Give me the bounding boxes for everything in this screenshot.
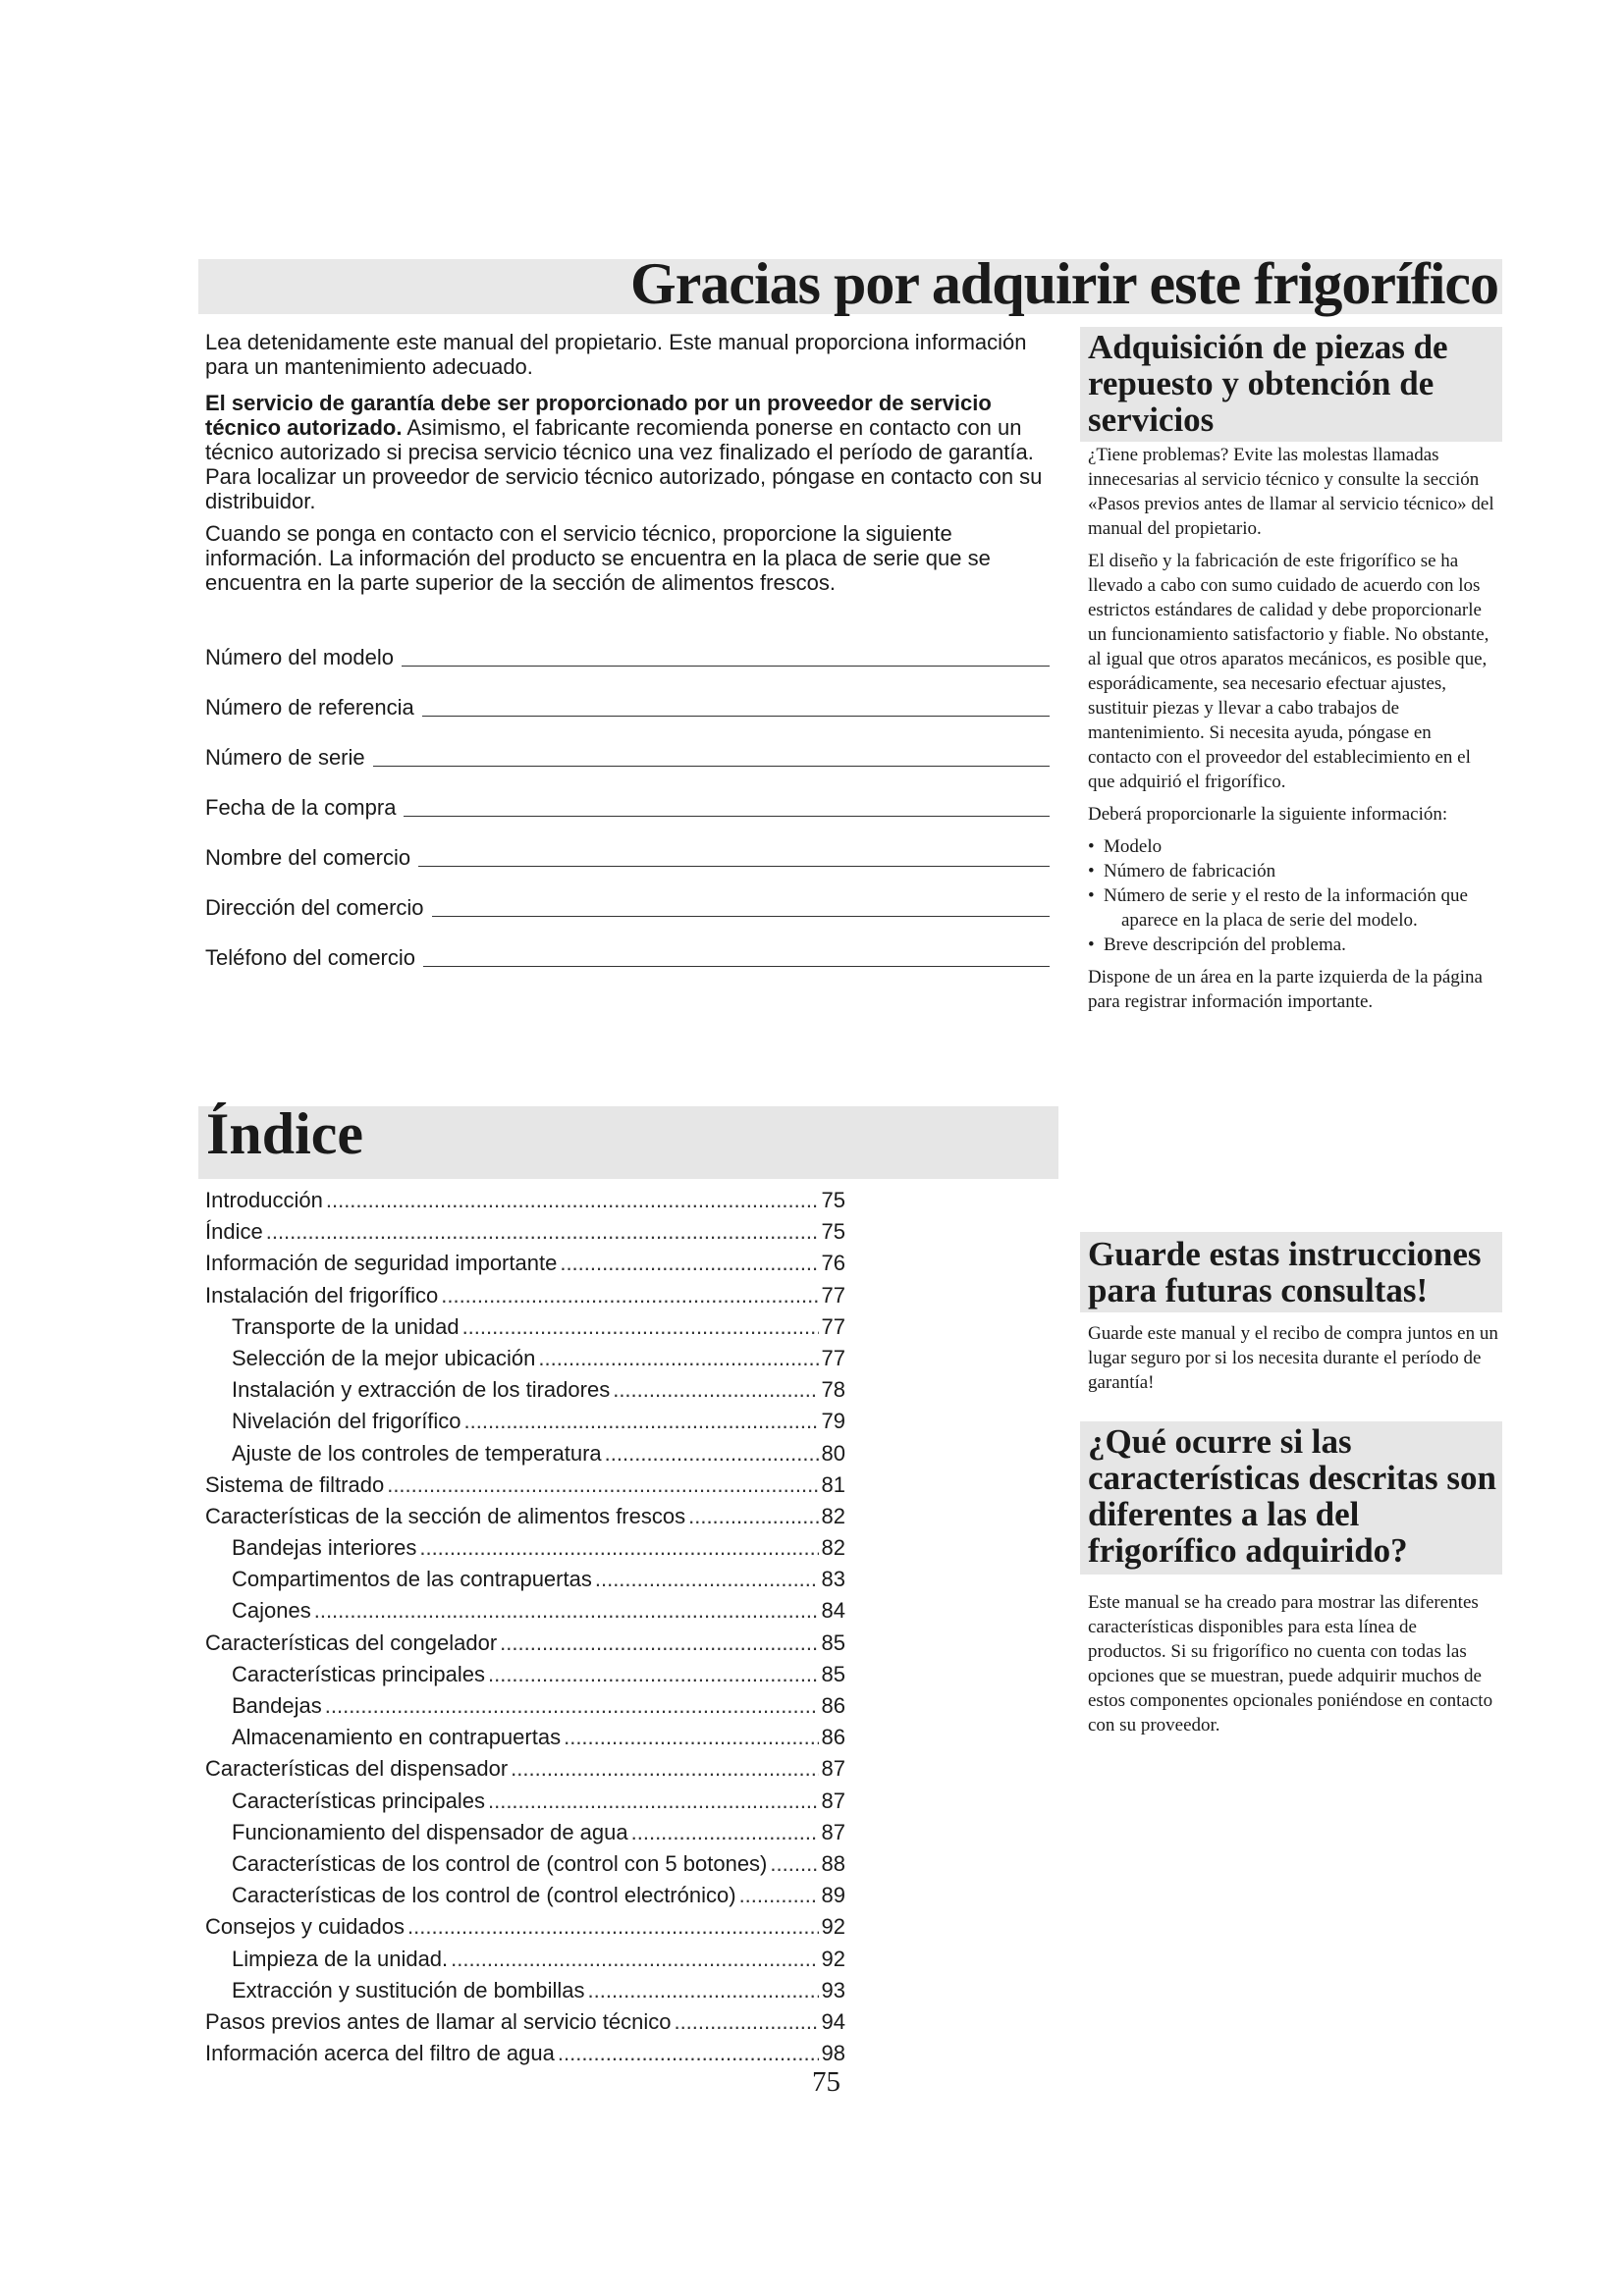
warranty-paragraph [205,391,1052,513]
toc-entry-page: 94 [821,2008,845,2034]
toc-entry [205,1343,845,1374]
toc-entry-title: Características de los control de (control con 5 botones) [232,1850,768,1876]
form-row-purchase-date [205,771,1050,821]
toc-entry-page: 87 [821,1756,845,1782]
table-of-contents [205,1185,845,2069]
toc-entry [205,1501,845,1532]
toc-entry [205,1975,845,2006]
toc-entry-page: 85 [821,1629,845,1655]
toc-leader-dots [314,1595,819,1627]
save-body [1088,1321,1498,1403]
toc-leader-dots [511,1753,818,1785]
form-blank-line [422,696,1050,717]
toc-entry [205,1817,845,1848]
toc-leader-dots [560,1248,818,1279]
toc-entry [205,2038,845,2069]
toc-leader-dots [631,1817,819,1848]
form-blank-line [423,946,1050,967]
form-row-store-name [205,821,1050,871]
toc-entry [205,1438,845,1469]
toc-leader-dots [488,1786,819,1817]
toc-leader-dots [419,1532,818,1564]
index-band [198,1101,1058,1179]
toc-entry [205,1374,845,1406]
toc-entry [205,1280,845,1311]
toc-entry-title: Características principales [232,1661,485,1686]
save-paragraph: Guarde este manual y el recibo de compra juntos en un lugar seguro por si los necesita durante el período de garantía! [1088,1323,1498,1393]
toc-entry-title: Características del dispensador [205,1756,509,1782]
toc-entry-title: Sistema de filtrado [205,1471,385,1497]
toc-leader-dots [500,1628,818,1659]
form-row-reference [205,670,1050,721]
toc-entry [205,1216,845,1248]
save-heading-band [1080,1232,1502,1312]
toc-entry-page: 89 [821,1883,845,1908]
toc-entry [205,1311,845,1343]
toc-leader-dots [326,1185,819,1216]
toc-leader-dots [266,1216,819,1248]
warranty-bold-text: El servicio de garantía debe ser proporcionado por un proveedor de servicio técnico autorizado. [205,391,992,440]
toc-entry-title: Pasos previos antes de llamar al servicio técnico [205,2008,672,2034]
toc-entry-title: Funcionamiento del dispensador de agua [232,1819,628,1844]
toc-entry-title: Características de los control de (control electrónico) [232,1883,736,1908]
toc-entry-page: 93 [821,1977,845,2002]
toc-leader-dots [674,2006,818,2038]
parts-info-list [1088,834,1498,957]
form-row-model [205,620,1050,670]
toc-entry [205,2006,845,2038]
toc-entry-page: 78 [821,1377,845,1403]
toc-entry-title: Almacenamiento en contrapuertas [232,1725,562,1750]
list-item: • Modelo [1088,836,1163,857]
toc-entry-page: 77 [821,1282,845,1308]
toc-entry [205,1786,845,1817]
toc-entry-title: Bandejas [232,1693,322,1718]
toc-leader-dots [613,1374,818,1406]
toc-entry-page: 77 [821,1345,845,1370]
toc-leader-dots [407,1911,819,1943]
toc-entry [205,1753,845,1785]
form-label: Dirección del comercio [205,895,424,920]
form-label: Nombre del comercio [205,845,411,870]
toc-entry [205,1944,845,1975]
form-blank-line [418,846,1050,867]
toc-leader-dots [558,2038,819,2069]
toc-entry-title: Nivelación del frigorífico [232,1409,461,1434]
toc-entry-title: Información de seguridad importante [205,1251,558,1276]
toc-leader-dots [770,1848,818,1880]
toc-entry [205,1880,845,1911]
toc-entry-page: 80 [821,1440,845,1466]
toc-entry-page: 87 [821,1819,845,1844]
index-title: Índice [206,1101,364,1166]
toc-entry [205,1564,845,1595]
toc-leader-dots [564,1722,818,1753]
toc-entry [205,1628,845,1659]
toc-entry [205,1911,845,1943]
toc-entry-title: Extracción y sustitución de bombillas [232,1977,585,2002]
save-heading: Guarde estas instrucciones para futuras consultas! [1088,1235,1482,1309]
parts-paragraph-3: Deberá proporcionarle la siguiente información: [1088,804,1448,825]
list-item: • Número de serie y el resto de la información que aparece en la placa de serie del modelo. [1088,885,1468,931]
toc-leader-dots [605,1438,819,1469]
page-title: Gracias por adquirir este frigorífico [630,251,1498,316]
toc-entry-title: Características principales [232,1788,485,1813]
toc-entry-title: Características de la sección de alimentos frescos [205,1503,686,1528]
toc-entry [205,1690,845,1722]
form-label: Teléfono del comercio [205,945,416,970]
parts-paragraph-4: Dispone de un área en la parte izquierda de la página para registrar información importante. [1088,967,1483,1012]
parts-body [1088,443,1498,1022]
record-form [205,620,1050,971]
toc-entry-page: 92 [821,1946,845,1971]
toc-leader-dots [688,1501,818,1532]
parts-heading-band [1080,327,1502,442]
toc-entry-title: Transporte de la unidad [232,1313,460,1339]
form-row-serial [205,721,1050,771]
toc-entry-page: 86 [821,1693,845,1718]
list-item: • Breve descripción del problema. [1088,934,1346,955]
toc-entry-page: 87 [821,1788,845,1813]
toc-entry-title: Ajuste de los controles de temperatura [232,1440,602,1466]
toc-leader-dots [325,1690,819,1722]
toc-entry-title: Consejos y cuidados [205,1914,406,1940]
toc-entry-page: 85 [821,1661,845,1686]
toc-entry-page: 79 [821,1409,845,1434]
toc-leader-dots [462,1311,819,1343]
toc-leader-dots [441,1280,818,1311]
toc-entry [205,1848,845,1880]
form-blank-line [373,746,1050,767]
differences-body [1088,1590,1498,1745]
toc-entry-title: Instalación y extracción de los tiradores [232,1377,611,1403]
form-blank-line [402,646,1050,667]
form-label: Número de serie [205,745,365,770]
form-blank-line [432,896,1050,917]
warranty-rest-text: Asimismo, el fabricante recomienda ponerse en contacto con un técnico autorizado si precisa servicio técnico una vez finalizado el período de garantía. Para localizar un proveedor de servicio técnico autorizado, póngase en contacto con su distribuidor. [205,415,1043,513]
differences-paragraph: Este manual se ha creado para mostrar las diferentes características disponibles para esta línea de productos. Si su frigorífico no cuenta con todas las opciones que se muestran, puede adquirir muchos de estos componentes opcionales poniéndose en contacto con su proveedor. [1088,1592,1493,1735]
toc-entry-page: 92 [821,1914,845,1940]
toc-entry [205,1248,845,1279]
differences-heading: ¿Qué ocurre si las características descritas son diferentes a las del frigorífico adquirido? [1088,1422,1496,1570]
page-number: 75 [812,2066,840,2098]
toc-entry-page: 88 [821,1850,845,1876]
contact-info-paragraph: Cuando se ponga en contacto con el servicio técnico, proporcione la siguiente información. La información del producto se encuentra en la placa de serie que se encuentra en la parte superior de la sección de alimentos frescos. [205,521,991,595]
toc-entry-title: Índice [205,1219,263,1245]
toc-entry [205,1406,845,1437]
toc-entry-page: 82 [821,1503,845,1528]
toc-entry-title: Instalación del frigorífico [205,1282,439,1308]
toc-entry-title: Limpieza de la unidad. [232,1946,449,1971]
toc-entry [205,1469,845,1501]
toc-entry-page: 83 [821,1567,845,1592]
toc-entry-title: Características del congelador [205,1629,498,1655]
toc-leader-dots [464,1406,819,1437]
toc-entry-title: Introducción [205,1188,323,1212]
toc-entry-page: 98 [821,2041,845,2066]
parts-heading: Adquisición de piezas de repuesto y obtención de servicios [1088,328,1448,439]
parts-paragraph-2: El diseño y la fabricación de este frigorífico se ha llevado a cabo con sumo cuidado de acuerdo con los estrictos estándares de calidad y debe proporcionarle un funcionamiento satisfactorio y fiable. No obstante, al igual que otros aparatos mecánicos, es posible que, esporádicamente, sea necesario efectuar ajustes, sustituir piezas y llevar a cabo trabajos de mantenimiento. Si necesita ayuda, póngase en contacto con el proveedor del establecimiento en el que adquirió el frigorífico. [1088,551,1489,792]
toc-entry-page: 75 [821,1219,845,1245]
toc-entry-page: 77 [821,1313,845,1339]
toc-entry-page: 86 [821,1725,845,1750]
toc-entry [205,1722,845,1753]
form-row-store-phone [205,921,1050,971]
toc-leader-dots [451,1944,818,1975]
toc-entry-page: 84 [821,1598,845,1624]
list-item: • Número de fabricación [1088,861,1276,881]
toc-entry [205,1185,845,1216]
toc-leader-dots [739,1880,819,1911]
intro-lead: Lea detenidamente este manual del propietario. Este manual proporciona información para un mantenimiento adecuado. [205,330,1027,379]
title-band [198,251,1502,316]
toc-entry-page: 76 [821,1251,845,1276]
toc-entry-title: Bandejas interiores [232,1535,417,1561]
toc-entry [205,1659,845,1690]
toc-entry-page: 75 [821,1188,845,1212]
toc-entry-title: Compartimentos de las contrapuertas [232,1567,592,1592]
differences-heading-band [1080,1421,1502,1575]
toc-entry-title: Información acerca del filtro de agua [205,2041,555,2066]
toc-leader-dots [538,1343,818,1374]
form-label: Número del modelo [205,645,394,669]
toc-entry [205,1595,845,1627]
toc-leader-dots [588,1975,819,2006]
toc-entry-page: 82 [821,1535,845,1561]
form-label: Número de referencia [205,695,414,720]
form-label: Fecha de la compra [205,795,397,820]
toc-entry-title: Selección de la mejor ubicación [232,1345,536,1370]
toc-leader-dots [387,1469,818,1501]
toc-leader-dots [595,1564,819,1595]
parts-paragraph-1: ¿Tiene problemas? Evite las molestas llamadas innecesarias al servicio técnico y consulte la sección «Pasos previos antes de llamar al servicio técnico» del manual del propietario. [1088,445,1494,539]
toc-entry-title: Cajones [232,1598,311,1624]
form-blank-line [404,796,1050,817]
toc-entry [205,1532,845,1564]
toc-leader-dots [488,1659,819,1690]
form-row-store-address [205,871,1050,921]
intro-section [205,330,1052,603]
toc-entry-page: 81 [821,1471,845,1497]
